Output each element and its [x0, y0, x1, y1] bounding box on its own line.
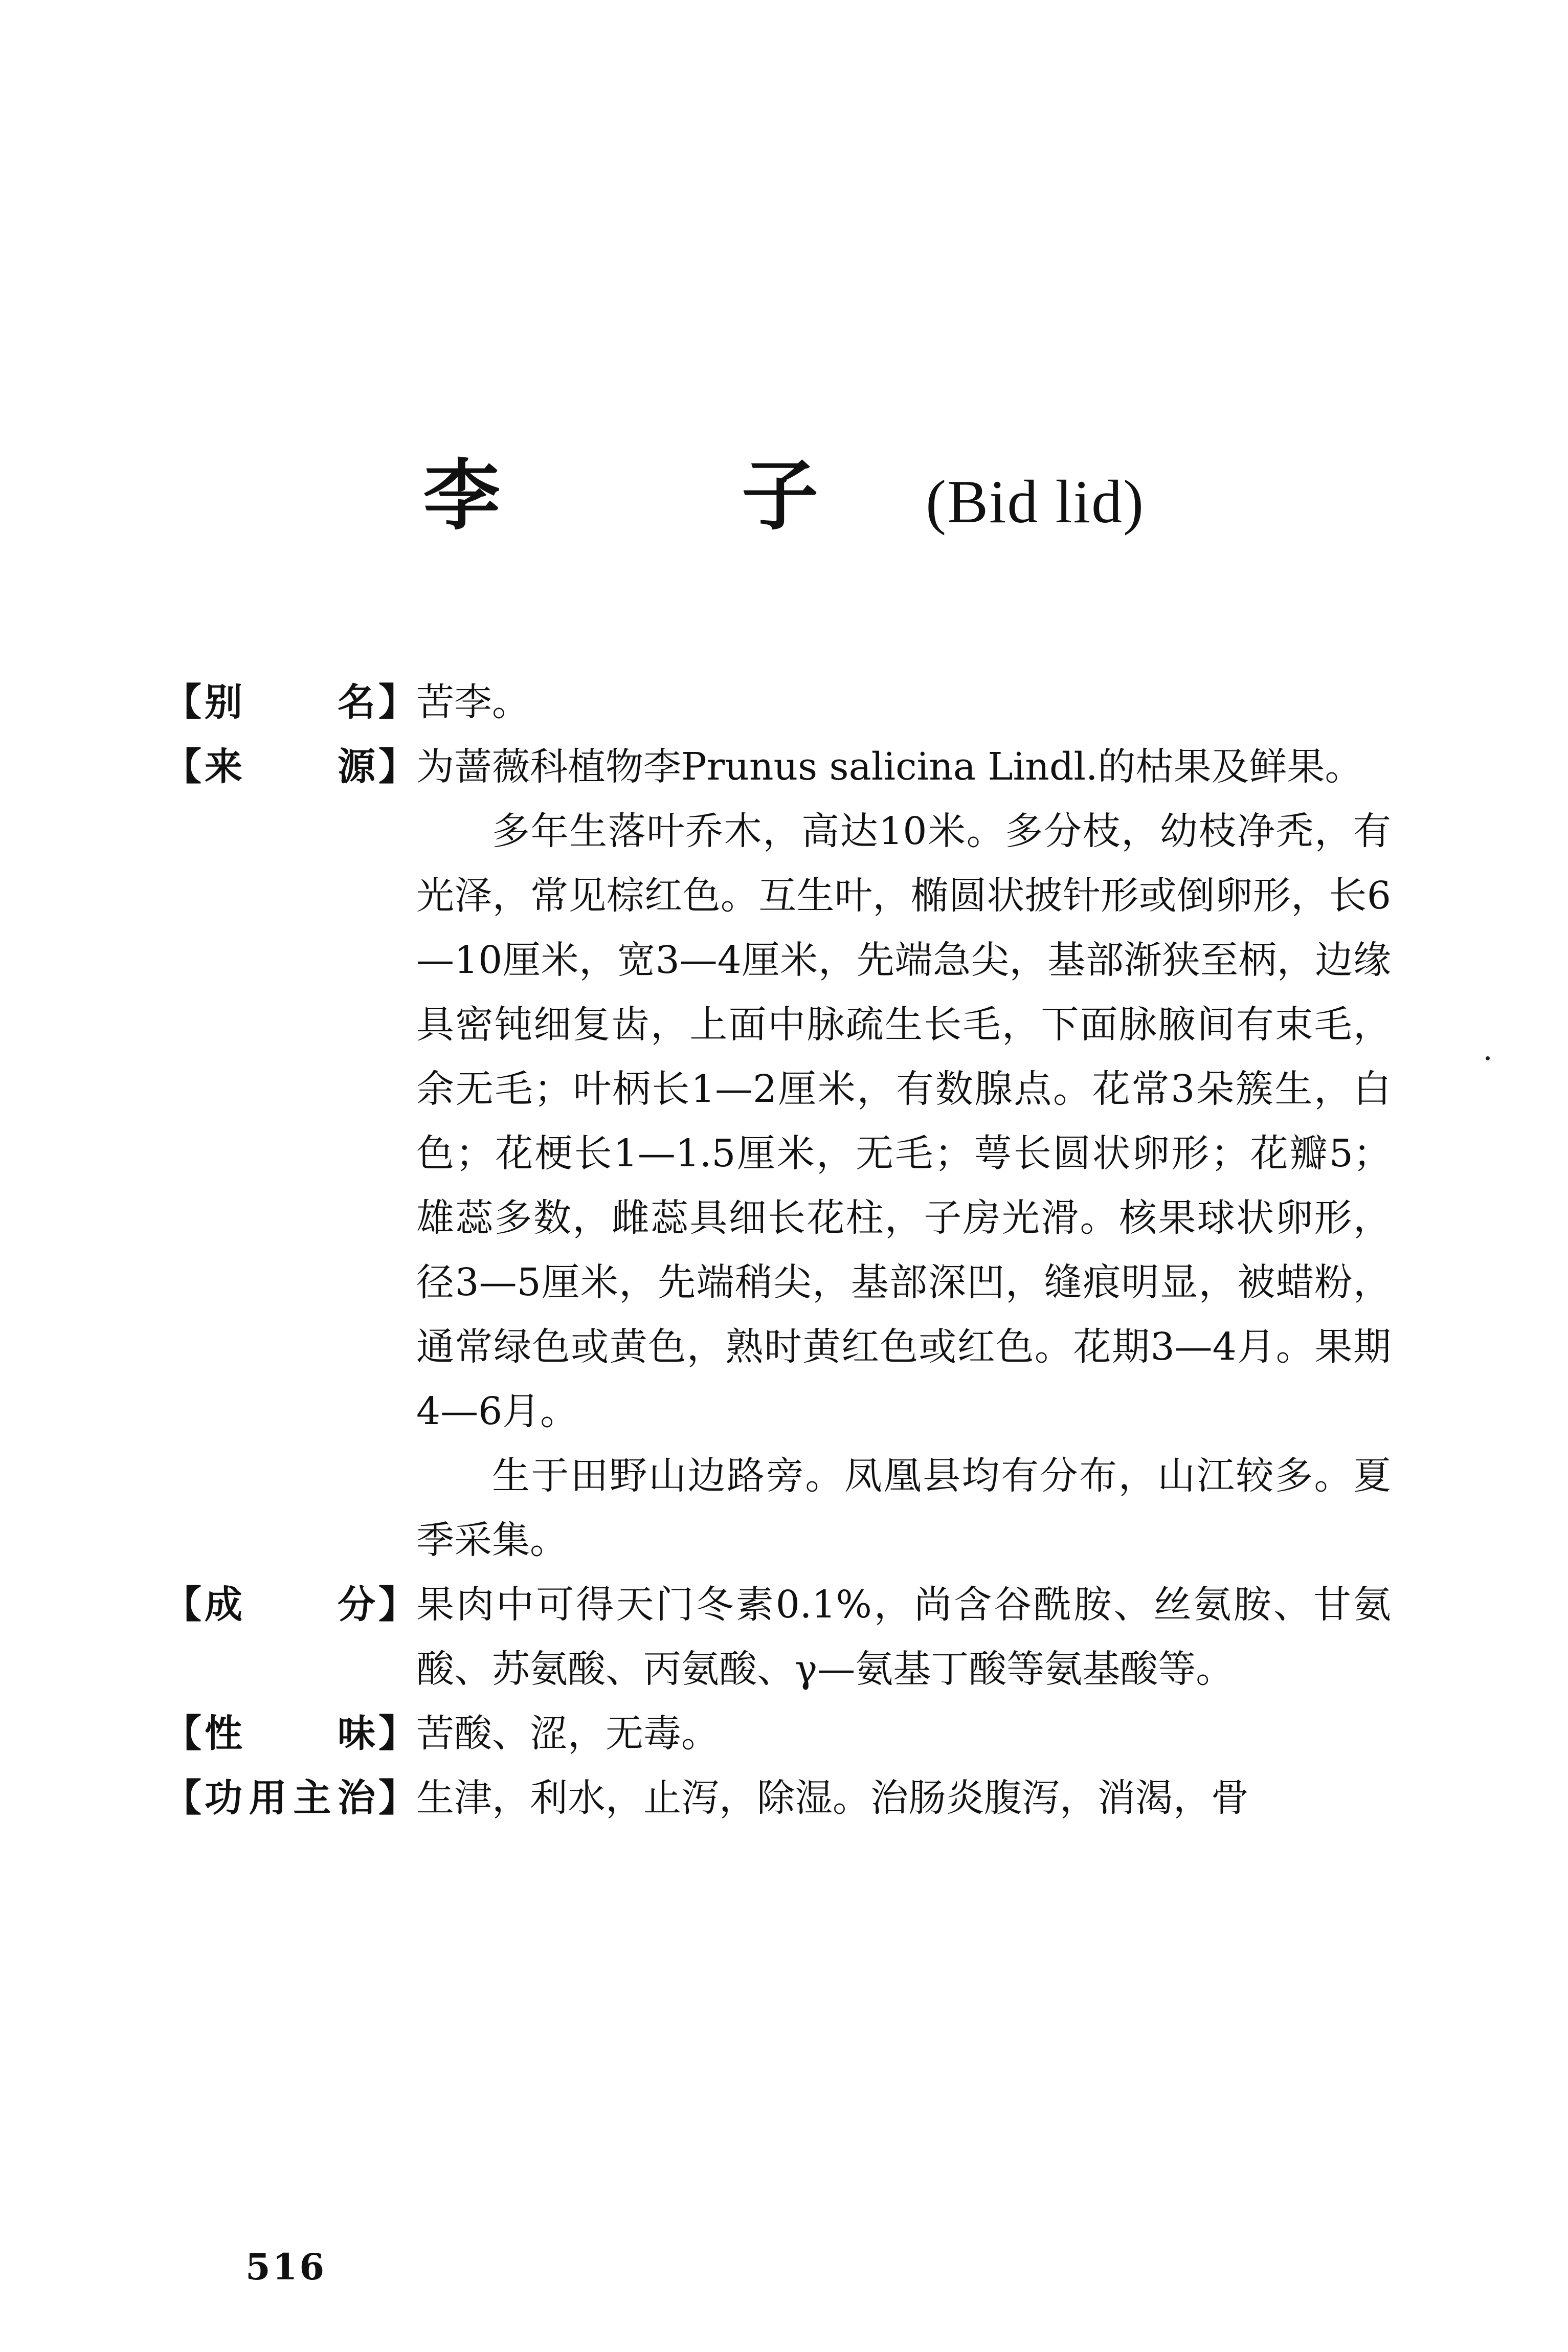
label-char: 别: [205, 680, 242, 724]
label-char: 味: [338, 1712, 375, 1756]
page-title: [0, 450, 1568, 548]
entry-label: [164, 670, 416, 735]
entry-label: [164, 735, 416, 799]
entry-list: [164, 670, 1391, 1830]
entry-row: [164, 1572, 1391, 1701]
entry-paragraph: 苦酸、涩，无毒。: [416, 1712, 719, 1756]
entry-row: [164, 1766, 1391, 1830]
label-char: 成: [205, 1583, 242, 1627]
entry-label: [164, 1701, 416, 1766]
label-char: 功: [205, 1776, 242, 1820]
print-speck: [1486, 1056, 1490, 1060]
label-close-bracket: 】: [378, 1776, 416, 1820]
label-text: [201, 1766, 378, 1830]
label-open-bracket: 【: [164, 1583, 201, 1627]
entry-paragraph: 多年生落叶乔木，高达10米。多分枝，幼枝净秃，有光泽，常见棕红色。互生叶，椭圆状披针形或倒卵形，长6—10厘米，宽3—4厘米，先端急尖，基部渐狭至柄，边缘具密钝细复齿，上面中脉疏生长毛，下面脉腋间有束毛，余无毛；叶柄长1—2厘米，有数腺点。花常3朵簇生，白色；花梗长1—1.5厘米，无毛；萼长圆状卵形；花瓣5；雄蕊多数，雌蕊具细长花柱，子房光滑。核果球状卵形，径3—5厘米，先端稍尖，基部深凹，缝痕明显，被蜡粉，通常绿色或黄色，熟时黄红色或红色。花期3—4月。果期4—6月。: [416, 809, 1391, 1433]
label-close-bracket: 】: [378, 745, 416, 789]
entry-paragraph: 生津，利水，止泻，除湿。治肠炎腹泻，消渴，骨: [416, 1776, 1249, 1820]
entry-paragraph: 苦李。: [416, 680, 530, 724]
entry-content: [416, 1766, 1391, 1830]
label-text: [201, 670, 378, 735]
label-char: 来: [205, 745, 242, 789]
label-close-bracket: 】: [378, 1712, 416, 1756]
title-chinese: 李 子: [423, 452, 926, 541]
label-char: 主: [293, 1776, 331, 1820]
entry-label: [164, 1766, 416, 1830]
label-char: 治: [337, 1776, 375, 1820]
label-text: [201, 1572, 378, 1637]
page-number: 516: [245, 2246, 327, 2288]
entry-paragraph: 生于田野山边路旁。凤凰县均有分布，山江较多。夏季采集。: [416, 1454, 1391, 1562]
entry-row: [164, 735, 1391, 1572]
label-open-bracket: 【: [164, 680, 201, 724]
label-char: 名: [338, 680, 375, 724]
entry-content: [416, 1572, 1391, 1701]
entry-row: [164, 670, 1391, 735]
label-open-bracket: 【: [164, 1712, 201, 1756]
label-char: 用: [249, 1776, 287, 1820]
label-text: [201, 735, 378, 799]
label-char: 性: [205, 1712, 242, 1756]
entry-row: [164, 1701, 1391, 1766]
entry-paragraph: 果肉中可得天门冬素0.1%，尚含谷酰胺、丝氨胺、甘氨酸、苏氨酸、丙氨酸、γ—氨基丁酸等氨基酸等。: [416, 1583, 1391, 1691]
label-close-bracket: 】: [378, 1583, 416, 1627]
entry-label: [164, 1572, 416, 1637]
label-open-bracket: 【: [164, 1776, 201, 1820]
label-close-bracket: 】: [378, 680, 416, 724]
label-char: 源: [338, 745, 375, 789]
label-open-bracket: 【: [164, 745, 201, 789]
entry-content: [416, 670, 1391, 735]
label-char: 分: [338, 1583, 375, 1627]
entry-content: [416, 1701, 1391, 1766]
entry-paragraph: 为蔷薇科植物李Prunus salicina Lindl.的枯果及鲜果。: [416, 745, 1363, 789]
title-pinyin: (Bid lid): [926, 468, 1145, 536]
label-text: [201, 1701, 378, 1766]
entry-content: [416, 735, 1391, 1572]
